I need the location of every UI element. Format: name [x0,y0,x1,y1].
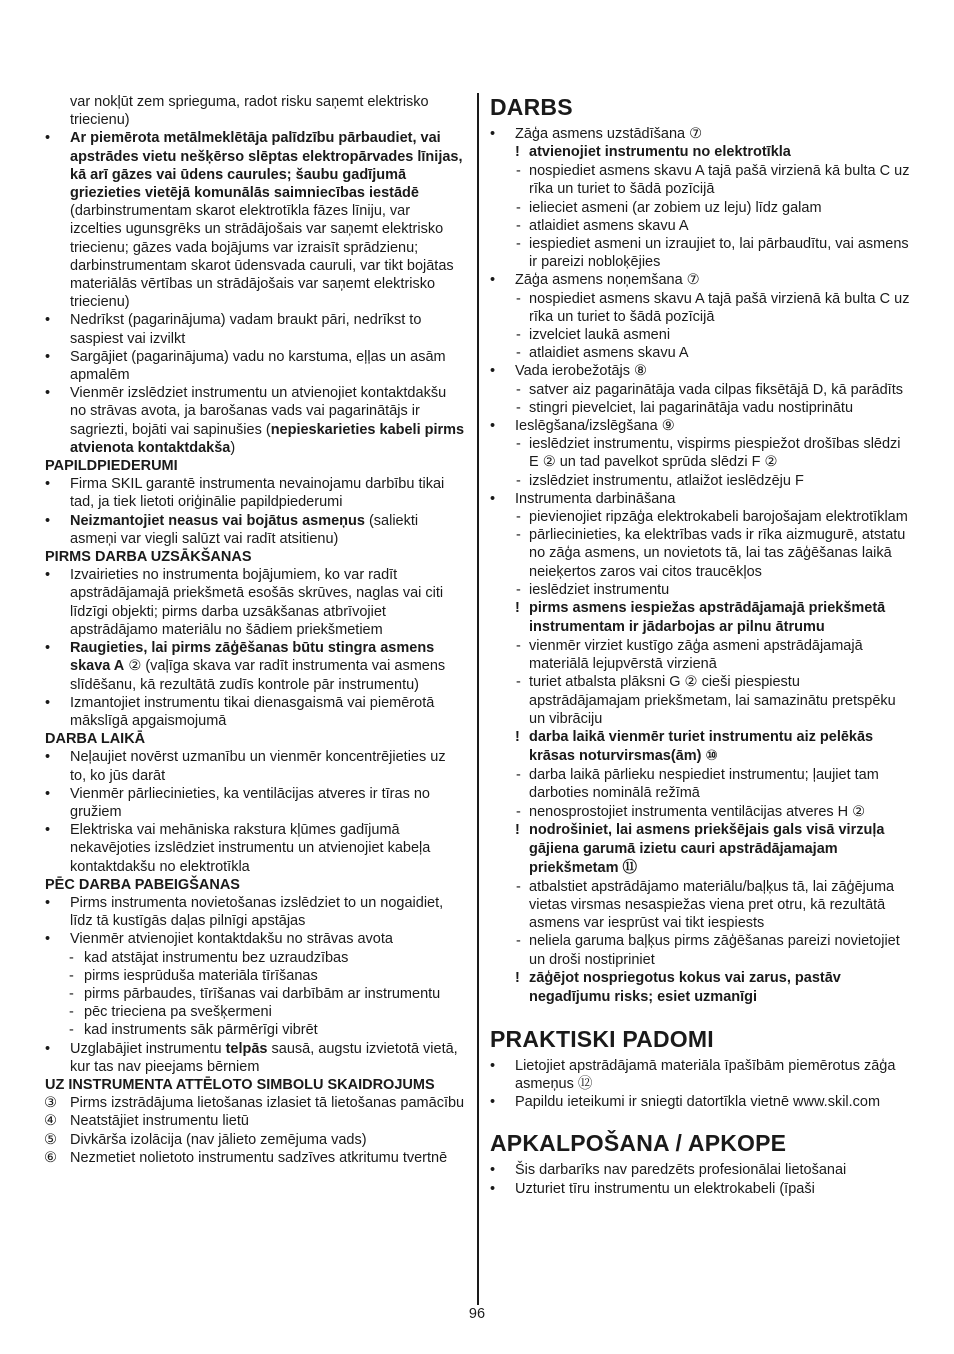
sub-text: atbalstiet apstrādājamo materiālu/baļķus tā, lai zāģējuma vietas virsmas nesaspiežas viena pret otru, kā rezultātā asmens var iesprūst vai tikt iespiests [529,878,895,932]
dash-marker: - [516,217,521,234]
symbol-number: ③ [44,1095,57,1112]
dash-marker: - [516,767,521,784]
symbol-text: Neatstājiet instrumentu lietū [70,1113,249,1130]
bullet-marker: • [45,130,51,147]
sub-item [45,1003,465,1021]
sub-text: ieslēdziet instrumentu, vispirms piespiežot drošības slēdzi E ② un tad pavelkot sprūda slēdzi F ② [529,436,901,471]
list-item [45,129,465,311]
list-item [45,512,465,548]
list-text: Elektriska vai mehāniska rakstura kļūmes gadījumā nekavējoties izslēdziet instrumentu un atvienojiet kabeļa kontaktdakšu no elektrotīkla [70,822,431,875]
sub-item [490,526,910,581]
heading-service: APKALPOŠANA / APKOPE [490,1130,787,1157]
sub-text: vienmēr virziet kustīgo zāģa asmeni apstrādājamajā materiālā lejupvērstā virzienā [529,638,863,673]
sub-text: izvelciet laukā asmeni [529,327,671,344]
list-item [490,1093,910,1111]
list-item [45,348,465,384]
sub-text: pirms iesprūduša materiāla tīrīšanas [84,967,318,984]
heading-darbs: DARBS [490,94,573,120]
symbol-text: Pirms izstrādājuma lietošanas izlasiet tā lietošanas pamācību [70,1095,465,1112]
sub-text: atlaidiet asmens skavu A [529,217,689,234]
warning-marker: ! [515,144,520,161]
sub-item [490,235,910,271]
sub-text: satver aiz pagarinātāja vada cilpas fiksētājā D, kā parādīts [529,381,903,398]
bullet-marker: • [45,894,51,911]
dash-marker: - [516,527,521,544]
bullet-marker: • [490,126,496,142]
sub-text: ieslēdziet instrumentu [529,581,670,598]
sub-item [490,803,910,821]
sub-item [45,1021,465,1039]
sub-text: nenosprostojiet instrumenta ventilācijas atveres H ② [529,803,866,820]
bullet-marker: • [45,385,51,402]
list-text: Lietojiet apstrādājamā materiāla īpašībām piemērotus zāģa asmeņus ⑫ [515,1057,896,1092]
list-text: Uzturiet tīru instrumentu un elektrokabeli (īpaši [515,1180,815,1197]
section-heading-after-work: PĒC DARBA PABEIGŠANAS [45,876,240,893]
sub-item [45,985,465,1003]
sub-item [490,217,910,235]
bullet-marker: • [45,1040,51,1057]
sub-text: turiet atbalsta plāksni G ② cieši piespiestu apstrādājamajam priekšmetam, lai samazinātu pretspēku un vibrāciju [529,674,896,727]
sub-item [490,673,910,728]
sub-item [490,766,910,802]
dash-marker: - [516,472,521,489]
symbol-item [45,1149,465,1167]
page-number: 96 [468,1306,486,1322]
bullet-marker: • [45,567,51,584]
list-text: Vienmēr atvienojiet kontaktdakšu no strāvas avota [70,931,393,948]
list-item [45,384,465,457]
bullet-marker: • [45,785,51,802]
bold-text: Neizmantojiet neasus vai bojātus asmeņus [70,512,365,529]
list-text: ) [230,439,236,456]
bullet-marker: • [45,931,51,948]
sub-text: neliela garuma baļķus pirms zāģēšanas pareizi novietojiet un droši nostipriniet [529,933,900,968]
bullet-marker: • [45,312,51,329]
list-item [490,1057,910,1093]
dash-marker: - [516,290,521,307]
list-item [490,1180,910,1198]
sub-text: pārliecinieties, ka elektrības vads ir rīka aizmugurē, atstatu no zāģa asmens, un novietots tā, lai tas zāģēšanas laikā neieķertos zaros vai citos traucēkļos [529,527,906,580]
symbol-text: Nezmetiet nolietoto instrumentu sadzīves atkritumu tvertnē [70,1149,448,1166]
bold-text: Raugieties, lai pirms zāģēšanas būtu stingra asmens skava A [70,640,435,675]
warning-text: zāģējot nospriegotus kokus vai zarus, pastāv negadījumu risks; esiet uzmanīgi [529,969,841,1005]
sub-item [490,472,910,490]
bullet-marker: • [490,1094,496,1111]
warning-text: darba laikā vienmēr turiet instrumentu aiz pelēkās krāsas noturvirsmas(ām) ⑩ [529,729,874,765]
warning-marker: ! [515,821,520,838]
list-text: Neļaujiet novērst uzmanību un vienmēr koncentrējieties uz to, ko jūs darāt [70,749,446,784]
bullet-marker: • [45,512,51,529]
list-item [490,125,910,143]
warning-text: atvienojiet instrumentu no elektrotīkla [529,144,791,161]
symbol-item [45,1131,465,1149]
dash-marker: - [516,199,521,216]
warning-item [490,599,910,637]
symbol-item [45,1112,465,1130]
bullet-marker: • [490,1180,496,1197]
sub-text: kad atstājat instrumentu bez uzraudzības [84,949,349,966]
list-text: Papildu ieteikumi ir sniegti datortīkla vietnē www.skil.com [515,1094,881,1111]
column-divider [477,93,479,1305]
bold-text: Ar piemērota metālmeklētāja palīdzību pārbaudiet, vai apstrādes vietu nešķērso slēptas elektropārvades līnijas, kā arī gāzes vai ūdens caurules; šaubu gadījumā griezieties vietējā komunālās saimniecības iestādē [70,130,463,202]
left-column [45,93,465,1167]
dash-marker: - [516,399,521,416]
list-text: (saliekti asmeņi var viegli salūzt vai radīt atsitienu) [70,512,419,547]
list-item [45,475,465,511]
sub-text: ielieciet asmeni (ar zobiem uz leju) līdz galam [529,199,822,216]
sub-item [490,508,910,526]
dash-marker: - [516,581,521,598]
sub-item [490,162,910,198]
dash-marker: - [516,236,521,253]
sub-text: nospiediet asmens skavu A tajā pašā virzienā kā bulta C uz rīka un turiet to šādā pozīcijā [529,163,910,198]
sub-item [490,326,910,344]
bold-text: nepieskarieties kabeli pirms atvienota kontaktdakša [70,421,465,456]
symbol-number: ⑤ [44,1131,57,1148]
sub-item [490,290,910,326]
warning-text: nodrošiniet, lai asmens priekšējais gals visā virzuļa gājiena garumā izietu cauri apstrādājamajam priekšmetam ⑪ [529,821,885,876]
heading-practical-tips: PRAKTISKI PADOMI [490,1025,714,1052]
list-text: Zāģa asmens noņemšana ⑦ [515,272,700,289]
warning-text: pirms asmens iespiežas apstrādājamajā priekšmetā instrumentam ir jādarbojas ar pilnu ātrumu [529,600,886,636]
sub-text: izslēdziet instrumentu, atlaižot ieslēdzēju F [529,472,804,489]
dash-marker: - [69,1004,74,1021]
list-text: Izvairieties no instrumenta bojājumiem, ko var radīt apstrādājamajā priekšmetā esošās skrūves, naglas vai citi līdzīgi objekti; pirms darba uzsākšanas atbrīvojiet apstrādājamo materiālu no šādiem priekšmetiem [70,567,444,638]
list-item [45,566,465,639]
bullet-marker: • [490,363,496,380]
list-text: (darbinstrumentam skarot elektrotīkla fāzes līniju, var izcelties ugunsgrēks un strādājošais var saņemt elektrisko triecienu; gāzes vada bojājums var izraisīt sprādzienu; darbinstrumentam skarot ūdensvada cauruli, var tikt bojātas materiālās vērtības un strādājošais var saņemt elektrisko triecienu) [70,203,454,311]
dash-marker: - [69,949,74,966]
intro-text: var nokļūt zem sprieguma, radot risku saņemt elektrisko triecienu) [70,94,429,129]
list-text: Pirms instrumenta novietošanas izslēdziet to un nogaidiet, līdz tā kustīgās daļas pilnīgi apstājas [70,894,444,930]
list-item [45,748,465,784]
sub-item [490,637,910,673]
list-item [490,490,910,508]
list-item [45,894,465,930]
sub-item [490,381,910,399]
sub-item [490,199,910,217]
dash-marker: - [516,509,521,526]
symbol-text: Divkārša izolācija (nav jālieto zemējuma vads) [70,1131,367,1148]
list-item [45,639,465,694]
warning-marker: ! [515,729,520,746]
list-text: Izmantojiet instrumentu tikai dienasgaismā vai piemērotā mākslīgā apgaismojumā [70,694,435,729]
list-text: ② (vaļīga skava var radīt instrumenta vai asmens slīdēšanu, kā rezultātā zudīs kontrole pār instrumentu) [70,658,446,693]
list-text: Instrumenta darbināšana [515,490,676,507]
bullet-marker: • [45,749,51,766]
sub-item [490,581,910,599]
list-text: Sargājiet (pagarinājuma) vadu no karstuma, eļļas un asām apmalēm [70,348,446,384]
dash-marker: - [516,381,521,398]
dash-marker: - [516,163,521,180]
sub-text: nospiediet asmens skavu A tajā pašā virzienā kā bulta C uz rīka un turiet to šādā pozīcijā [529,290,910,325]
dash-marker: - [516,436,521,453]
dash-marker: - [69,1022,74,1039]
warning-item [490,821,910,878]
bullet-marker: • [45,822,51,839]
dash-marker: - [516,638,521,655]
symbol-number: ⑥ [44,1149,57,1166]
sub-text: kad instruments sāk pārmērīgi vibrēt [84,1022,318,1039]
sub-text: iespiediet asmeni un izraujiet to, lai pārbaudītu, vai asmens ir pareizi nobloķējies [529,236,909,271]
sub-item [45,967,465,985]
list-text: Uzglabājiet instrumentu [70,1040,226,1057]
list-item [45,694,465,730]
list-item [490,271,910,289]
section-heading-before-work: PIRMS DARBA UZSĀKŠANAS [45,549,252,566]
bold-text: telpās [225,1040,268,1057]
list-text: Zāģa asmens uzstādīšana ⑦ [515,126,703,142]
bullet-marker: • [45,694,51,711]
list-text: Nedrīkst (pagarinājuma) vadam braukt pāri, nedrīkst to saspiest vai izvilkt [70,312,422,347]
warning-marker: ! [515,969,520,986]
sub-text: stingri pievelciet, lai pagarinātāja vadu nostiprinātu [529,399,854,416]
sub-item [490,932,910,968]
dash-marker: - [516,933,521,950]
sub-text: atlaidiet asmens skavu A [529,345,689,362]
list-item [45,785,465,821]
sub-text: pēc trieciena pa svešķermeni [84,1004,272,1021]
dash-marker: - [69,967,74,984]
bullet-marker: • [490,418,496,435]
sub-item [490,344,910,362]
section-heading-symbols: UZ INSTRUMENTA ATTĒLOTO SIMBOLU SKAIDROJUMS [45,1076,435,1093]
list-text: Vienmēr izslēdziet instrumentu un atvienojiet kontaktdakšu no strāvas avota, ja barošanas vads vai pagarinātājs ir sagriezti, bojāti vai sapinušies ( [70,385,447,438]
warning-item [490,143,910,162]
list-item [45,311,465,347]
right-column [490,93,910,1198]
warning-item [490,728,910,766]
section-heading-accessories: PAPILDPIEDERUMI [45,458,178,475]
bullet-marker: • [45,348,51,365]
bullet-marker: • [490,1057,496,1074]
bullet-marker: • [490,1162,496,1179]
dash-marker: - [69,985,74,1002]
dash-marker: - [516,327,521,344]
bullet-marker: • [490,490,496,507]
sub-item [490,399,910,417]
bullet-marker: • [45,640,51,657]
list-item [490,362,910,380]
warning-item [490,969,910,1007]
list-text: Ieslēgšana/izslēgšana ⑨ [515,418,675,435]
sub-item [490,435,910,471]
list-text: Šis darbarīks nav paredzēts profesionālai lietošanai [515,1162,847,1179]
bullet-marker: • [490,272,496,289]
warning-marker: ! [515,600,520,617]
list-item [490,1161,910,1179]
list-text: Firma SKIL garantē instrumenta nevainojamu darbību tikai tad, ja tiek lietoti oriģinālie papildpiederumi [70,476,445,511]
list-item [490,417,910,435]
sub-text: pievienojiet ripzāģa elektrokabeli barojošajam elektrotīklam [529,509,908,526]
symbol-item [45,1094,465,1112]
list-text: sausā, augstu izvietotā vietā, kur tas nav pieejams bērniem [70,1040,458,1075]
sub-item [490,878,910,933]
list-text: Vienmēr pārliecinieties, ka ventilācijas atveres ir tīras no gružiem [70,785,430,820]
list-item [45,821,465,876]
dash-marker: - [516,674,521,691]
sub-text: darba laikā pārlieku nespiediet instrumentu; ļaujiet tam darboties nominālā režīmā [529,767,879,802]
dash-marker: - [516,345,521,362]
list-item [45,1040,465,1076]
list-item [45,930,465,948]
section-heading-during-work: DARBA LAIKĀ [45,731,146,748]
symbol-number: ④ [44,1113,57,1130]
dash-marker: - [516,803,521,820]
sub-item [45,949,465,967]
list-text: Vada ierobežotājs ⑧ [515,363,648,380]
bullet-marker: • [45,476,51,493]
sub-text: pirms pārbaudes, tīrīšanas vai darbībām ar instrumentu [84,985,441,1002]
dash-marker: - [516,878,521,895]
